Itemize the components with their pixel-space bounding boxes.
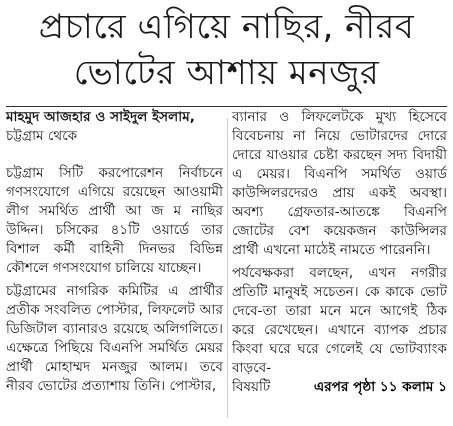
byline-authors: মাহমুদ আজহার ও সাইদুল ইসলাম, <box>6 109 195 125</box>
continuation-row <box>232 378 447 397</box>
right-paragraph-1: ব্যানার ও লিফলেটকে মুখ্য হিসেবে বিবেচনায় না নিয়ে ভোটারদের দোরে দোরে যাওয়ার চেষ্টা করছেন সদ্য বিদায়ী এ মেয়র। বিএনপি সমর্থিত ওয়ার্ড কাউন্সিলরদেরও প্রায় একই অবস্থা। অবশ্য গ্রেফতার-আতঙ্কে বিএনপি জোটের বেশ কয়েকজন কাউন্সিলর প্রার্থী এখনো মাঠেই নামতে পারেননি। <box>232 109 447 258</box>
headline-line-2: ভোটের আশায় মনজুর <box>73 53 380 93</box>
left-paragraph-1: চট্টগ্রাম সিটি করপোরেশন নির্বাচনে গণসংযোগে এগিয়ে রয়েছেন আওয়ামী লীগ সমর্থিত প্রার্থী আ জ ম নাছির উদ্দিন। চসিকের ৪১টি ওয়ার্ডে তার বিশাল কর্মী বাহিনী দিনভর বিভিন্ন কৌশলে গণসংযোগ চালিয়ে যাচ্ছেন। <box>6 165 223 276</box>
column-divider <box>227 118 228 418</box>
right-paragraph-2-tail: বিষয়টি <box>232 379 271 395</box>
article-column-left <box>6 108 223 396</box>
headline-line-1: প্রচারে এগিয়ে নাছির, নীরব <box>38 7 415 47</box>
byline-location: চট্টগ্রাম থেকে <box>6 128 78 144</box>
left-paragraph-2: চট্টগ্রামের নাগরিক কমিটির এ প্রার্থীর প্রতীক সংবলিত পোস্টার, লিফলেট আর ডিজিটাল ব্যানারও রয়েছে অলিগলিতে। এক্ষেত্রে পিছিয়ে বিএনপি সমর্থিত মেয়র প্রার্থী মোহাম্মদ মনজুর আলম। তবে নীরব ভোটের প্রত্যাশায় তিনি। পোস্টার, <box>6 283 223 394</box>
right-paragraph-2: পর্যবেক্ষকরা বলছেন, এখন নগরীর প্রতিটি মানুষই সচেতন। কে কাকে ভোট দেবে-তা তারা মনে মনে আগেই ঠিক করে রেখেছেন। এখানে ব্যাপক প্রচার কিংবা ঘরে ঘরে গেলেই যে ভোটব্যাংক বাড়বে- <box>232 265 447 376</box>
article-column-right <box>232 108 447 397</box>
headline-divider <box>6 106 447 107</box>
continuation-link[interactable]: এরপর পৃষ্ঠা ১১ কলাম ১ <box>313 379 447 395</box>
headline <box>0 4 453 96</box>
